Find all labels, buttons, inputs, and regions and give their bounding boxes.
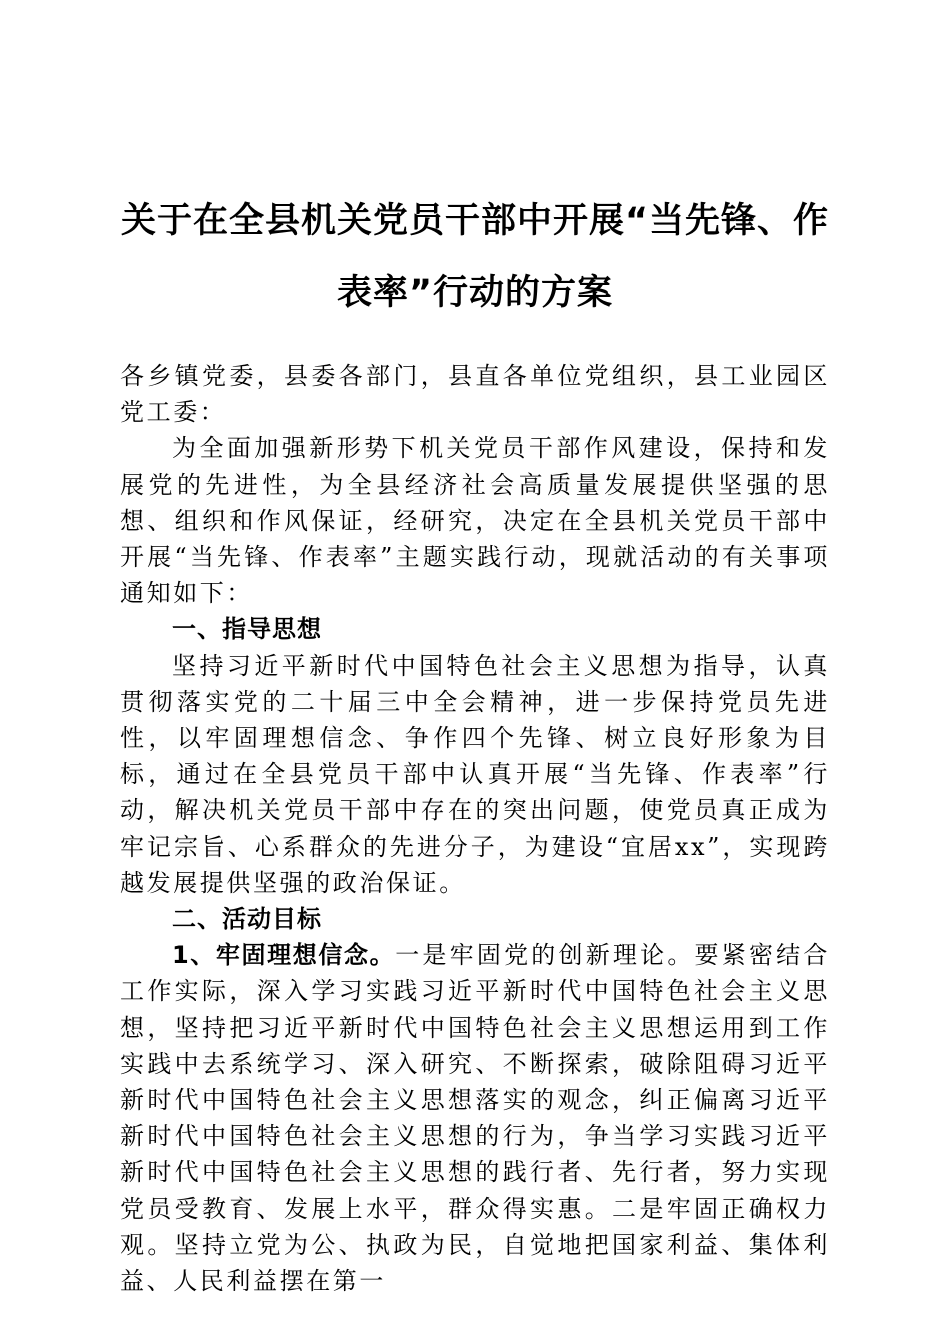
section-2-item-1-paragraph <box>120 937 830 1299</box>
section-2-heading: 二、活动目标 <box>172 905 322 934</box>
salutation: 各乡镇党委，县委各部门，县直各单位党组织，县工业园区党工委： <box>120 362 830 427</box>
document-title-line-1: 关于在全县机关党员干部中开展“当先锋、作 <box>120 201 829 241</box>
document-title-line-2: 表率”行动的方案 <box>336 273 613 313</box>
section-2-item-1-text: 一是牢固党的创新理论。要紧密结合工作实际，深入学习实践习近平新时代中国特色社会主义思想，坚持把习近平新时代中国特色社会主义思想运用到工作实践中去系统学习、深入研究、不断探索，破除阻碍习近平新时代中国特色社会主义思想落实的观念，纠正偏离习近平新时代中国特色社会主义思想的行为，争当学习实践习近平新时代中国特色社会主义思想的践行者、先行者，努力实现党员受教育、发展上水平，群众得实惠。二是牢固正确权力观。坚持立党为公、执政为民，自觉地把国家利益、集体利益、人民利益摆在第一 <box>120 941 830 1296</box>
section-2-item-1-lead: 1、牢固理想信念。 <box>172 941 396 970</box>
section-1-heading: 一、指导思想 <box>172 615 322 644</box>
intro-paragraph: 为全面加强新形势下机关党员干部作风建设，保持和发展党的先进性，为全县经济社会高质量发展提供坚强的思想、组织和作风保证，经研究，决定在全县机关党员干部中开展“当先锋、作表率”主题实践行动，现就活动的有关事项通知如下： <box>120 434 830 608</box>
document-body <box>120 358 830 1299</box>
section-1-paragraph: 坚持习近平新时代中国特色社会主义思想为指导，认真贯彻落实党的二十届三中全会精神，进一步保持党员先进性，以牢固理想信念、争作四个先锋、树立良好形象为目标，通过在全县党员干部中认真开展“当先锋、作表率”行动，解决机关党员干部中存在的突出问题，使党员真正成为牢记宗旨、心系群众的先进分子，为建设“宜居xx”，实现跨越发展提供坚强的政治保证。 <box>120 651 830 897</box>
